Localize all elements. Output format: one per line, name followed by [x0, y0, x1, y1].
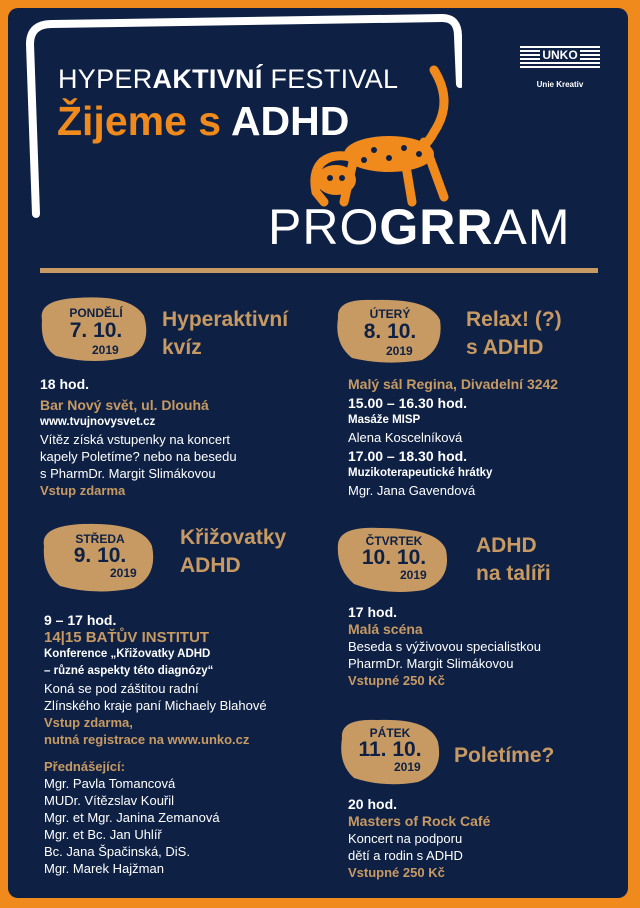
- event-title-line: s ADHD: [466, 336, 544, 359]
- event-title-line: ADHD: [476, 534, 537, 557]
- day-name: PÁTEK: [369, 726, 411, 740]
- day-year: 2019: [386, 344, 413, 358]
- event-url: www.tvujnovysvet.cz: [40, 416, 156, 428]
- event-text: Zlínského kraje paní Michaely Blahové: [44, 698, 267, 713]
- speaker: Mgr. et Bc. Jan Uhlíř: [44, 827, 162, 842]
- day-year: 2019: [110, 566, 137, 580]
- event-time: 15.00 – 16.30 hod.: [348, 395, 468, 411]
- program-part: AM: [493, 199, 571, 255]
- event-person: Mgr. Jana Gavendová: [348, 483, 476, 498]
- event-title: [466, 306, 562, 362]
- day-name: STŘEDA: [75, 532, 125, 546]
- speakers-heading: Přednášející:: [44, 759, 125, 774]
- day-year: 2019: [394, 760, 421, 774]
- event-text: dětí a rodin s ADHD: [348, 848, 463, 863]
- event-text: kapely Poletíme? nebo na besedu: [40, 449, 237, 464]
- program-part: PRO: [268, 199, 380, 255]
- unko-logo: [520, 46, 600, 90]
- event-text: Beseda s výživovou specialistkou: [348, 639, 541, 654]
- event-time: 20 hod.: [348, 796, 398, 812]
- event-title-line: ADHD: [180, 554, 241, 577]
- day-name: ÚTERÝ: [369, 307, 411, 321]
- event-admission: Vstupné 250 Kč: [348, 673, 445, 688]
- heading-part-bold: AKTIVNÍ: [152, 64, 263, 94]
- event-details-thursday: [348, 604, 541, 689]
- event-title: [476, 532, 551, 588]
- event-venue: Malý sál Regina, Divadelní 3242: [348, 376, 559, 392]
- program-heading: [268, 198, 570, 256]
- logo-subtitle: Unie Kreativ: [536, 80, 584, 89]
- event-time: 9 – 17 hod.: [44, 612, 117, 628]
- day-badge-friday: [336, 716, 451, 786]
- day-badge-tuesday: [330, 296, 445, 366]
- event-text: Koná se pod záštitou radní: [44, 681, 199, 696]
- heading-part: FESTIVAL: [262, 64, 399, 94]
- event-venue: Malá scéna: [348, 621, 423, 637]
- day-year: 2019: [92, 343, 119, 357]
- day-name: PONDĚLÍ: [69, 306, 123, 320]
- event-text: s PharmDr. Margit Slimákovou: [40, 466, 216, 481]
- day-badge-monday: [36, 294, 151, 364]
- title-part-white: ADHD: [230, 98, 350, 144]
- event-time: 18 hod.: [40, 376, 90, 392]
- title-part-orange: Žijeme s: [57, 98, 231, 144]
- day-date: 9. 10.: [73, 544, 127, 567]
- event-details-monday: [40, 376, 237, 499]
- day-year: 2019: [400, 568, 427, 582]
- day-date: 8. 10.: [363, 320, 417, 343]
- program-part-bold: GRR: [379, 199, 494, 255]
- event-details-tuesday: [348, 376, 558, 499]
- event-admission: Vstupné 250 Kč: [348, 865, 445, 880]
- event-title-line: Hyperaktivní: [162, 308, 289, 331]
- event-text: Koncert na podporu: [348, 831, 463, 846]
- event-venue: 14|15 BAŤŮV INSTITUT: [44, 629, 210, 646]
- day-badge-thursday: [334, 524, 449, 594]
- event-text: PharmDr. Margit Slimákovou: [348, 656, 514, 671]
- event-title: [162, 306, 288, 362]
- event-text: Vítěz získá vstupenky na koncert: [40, 432, 231, 447]
- day-date: 11. 10.: [358, 738, 422, 761]
- day-date: 7. 10.: [69, 319, 123, 342]
- speaker: Mgr. Pavla Tomancová: [44, 776, 176, 791]
- logo-text: UNKO: [542, 48, 578, 62]
- event-admission: Vstup zdarma: [40, 483, 126, 498]
- speaker: Mgr. et Mgr. Janina Zemanová: [44, 810, 220, 825]
- event-conference: Konference „Křižovatky ADHD: [44, 648, 211, 660]
- speaker: MUDr. Vítězslav Kouřil: [44, 793, 175, 808]
- event-registration: nutná registrace na www.unko.cz: [44, 732, 250, 747]
- event-title-line: Křižovatky: [180, 526, 287, 549]
- speaker: Bc. Jana Špačinská, DiS.: [44, 844, 190, 859]
- speaker: Mgr. Marek Hajžman: [44, 861, 164, 876]
- event-admission: Vstup zdarma,: [44, 715, 133, 730]
- event-time: 17.00 – 18.30 hod.: [348, 448, 468, 464]
- day-badge-wednesday: [38, 522, 153, 592]
- event-details-wednesday: [44, 612, 267, 877]
- event-activity: Muzikoterapeutické hrátky: [348, 467, 493, 479]
- event-venue: Bar Nový svět, ul. Dlouhá: [40, 397, 209, 413]
- day-date: 10. 10.: [361, 546, 427, 569]
- event-time: 17 hod.: [348, 604, 398, 620]
- event-title: [454, 742, 554, 770]
- event-details-friday: [348, 796, 490, 881]
- event-activity: Masáže MISP: [348, 414, 421, 426]
- cheetah-illustration: [294, 62, 464, 214]
- event-title-line: Poletíme?: [454, 744, 555, 767]
- day-name: ČTVRTEK: [365, 534, 423, 548]
- event-title-line: kvíz: [162, 336, 202, 359]
- event-title-line: na talíři: [476, 562, 551, 585]
- heading-part: HYPER: [58, 64, 153, 94]
- event-venue: Masters of Rock Café: [348, 813, 491, 829]
- event-conference: – různé aspekty této diagnózy“: [44, 665, 214, 677]
- divider-line: [40, 268, 598, 273]
- event-person: Alena Koscelníková: [348, 430, 463, 445]
- event-title: [180, 524, 286, 580]
- event-title-line: Relax! (?): [466, 308, 562, 331]
